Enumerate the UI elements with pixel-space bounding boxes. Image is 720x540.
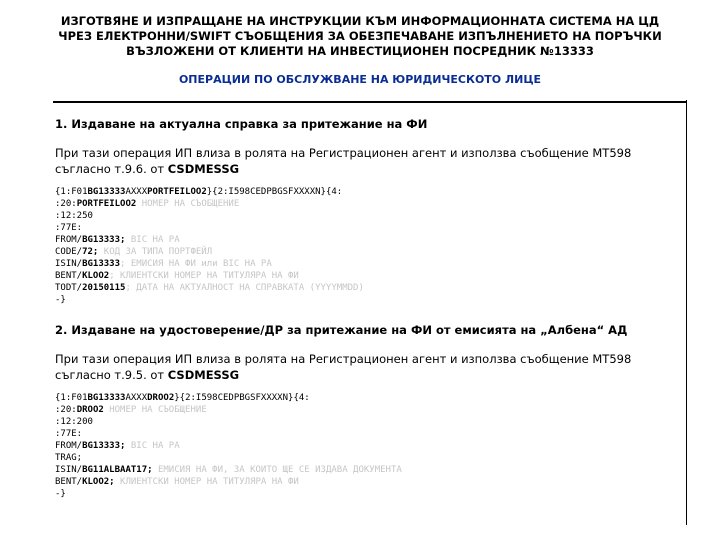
code-token: ISIN/: [55, 465, 83, 475]
code-token: FROM/: [55, 235, 83, 245]
code-token: BG13333: [82, 259, 121, 269]
code-token: }{2:I598CEDPBGSFXXXXN}{4:: [206, 187, 343, 197]
code-annotation: НОМЕР НА СЪОБЩЕНИЕ: [136, 199, 240, 209]
code-annotation: КОД ЗА ТИПА ПОРТФЕЙЛ: [98, 247, 213, 257]
code-annotation: BIC НА РА: [125, 235, 180, 245]
code-token: PORTFEILOO2: [147, 187, 207, 197]
header-line-1: ИЗГОТВЯНЕ И ИЗПРАЩАНЕ НА ИНСТРУКЦИИ КЪМ ИНФОРМАЦИОННАТА СИСТЕМА НА ЦД: [60, 14, 660, 28]
code-token: AXXX: [125, 187, 148, 197]
code-token: DROO2: [76, 405, 104, 415]
code-line: [55, 270, 680, 282]
code-annotation: ЕМИСИЯ НА ФИ, ЗА КОИТО ЩЕ СЕ ИЗДАВА ДОКУМЕНТА: [152, 465, 402, 475]
section-1-para-line-1: При тази операция ИП влиза в ролята на Регистрационен агент и използва съобщение МТ598: [55, 146, 632, 160]
code-token: {1:F01: [55, 393, 88, 403]
code-token: BENT/: [55, 477, 83, 487]
section-1-para-line-2: [55, 161, 680, 177]
code-token: KLOO2: [82, 271, 110, 281]
right-border-line: [686, 100, 687, 525]
code-line: :77E:: [55, 429, 83, 439]
section-2-paragraph: [55, 351, 680, 383]
code-line: [55, 476, 680, 488]
code-line: TRAG;: [55, 453, 83, 463]
csdmessg-ref: CSDMESSG: [167, 368, 240, 382]
code-token: BG13333;: [82, 235, 126, 245]
para-text: съгласно т.9.6. от: [55, 162, 168, 176]
section-subtitle: ОПЕРАЦИИ ПО ОБСЛУЖВАНЕ НА ЮРИДИЧЕСКОТО ЛИЦЕ: [178, 73, 542, 86]
section-2-message-code: [55, 392, 680, 500]
code-annotation: ; ЕМИСИЯ НА ФИ или BIC НА РА: [120, 259, 272, 269]
section-2-para-line-1: При тази операция ИП влиза в ролята на Регистрационен агент и използва съобщение МТ598: [55, 352, 632, 366]
section-1-title: 1. Издаване на актуална справка за притежание на ФИ: [55, 117, 428, 131]
code-token: CODE/: [55, 247, 83, 257]
code-line: :12:200: [55, 417, 93, 427]
section-2-para-line-2: [55, 367, 680, 383]
code-token: 72;: [82, 247, 99, 257]
section-1-paragraph: [55, 145, 680, 177]
code-token: :20:: [55, 199, 77, 209]
code-token: TODT/: [55, 283, 83, 293]
code-line: [55, 258, 680, 270]
code-line: :77E:: [55, 223, 83, 233]
code-line: -}: [55, 295, 66, 305]
code-token: BG11ALBAAT17;: [82, 465, 153, 475]
document-header: [0, 14, 720, 59]
header-line-3: ВЪЗЛОЖЕНИ ОТ КЛИЕНТИ НА ИНВЕСТИЦИОНЕН ПОСРЕДНИК №13333: [126, 44, 594, 58]
code-token: DROO2: [147, 393, 175, 403]
section-1: [55, 117, 680, 306]
code-token: BENT/: [55, 271, 83, 281]
top-divider: [53, 101, 687, 103]
code-token: KLOO2;: [82, 477, 115, 487]
code-token: PORTFEILOO2: [76, 199, 137, 209]
code-annotation: НОМЕР НА СЪОБЩЕНИЕ: [103, 405, 207, 415]
code-line: [55, 464, 680, 476]
code-line: [55, 282, 680, 294]
code-line: [55, 186, 680, 198]
code-token: {1:F01: [55, 187, 88, 197]
code-token: BG13333: [87, 187, 126, 197]
code-line: [55, 246, 680, 258]
code-line: -}: [55, 489, 66, 499]
code-line: [55, 404, 680, 416]
code-token: BG13333: [87, 393, 126, 403]
code-token: ISIN/: [55, 259, 83, 269]
section-1-message-code: [55, 186, 680, 306]
code-annotation: ; КЛИЕНТСКИ НОМЕР НА ТИТУЛЯРА НА ФИ: [109, 271, 299, 281]
csdmessg-ref: CSDMESSG: [167, 162, 240, 176]
header-line-2: ЧРЕЗ ЕЛЕКТРОННИ/SWIFT СЪОБЩЕНИЯ ЗА ОБЕЗПЕЧАВАНЕ ИЗПЪЛНЕНИЕТО НА ПОРЪЧКИ: [58, 29, 662, 43]
code-line: [55, 234, 680, 246]
code-annotation: КЛИЕНТСКИ НОМЕР НА ТИТУЛЯРА НА ФИ: [114, 477, 299, 487]
code-line: :12:250: [55, 211, 93, 221]
code-token: BG13333;: [82, 441, 126, 451]
section-2: [55, 323, 680, 500]
code-token: AXXX: [125, 393, 148, 403]
code-token: :20:: [55, 405, 77, 415]
code-token: 20150115: [82, 283, 126, 293]
code-annotation: ; ДАТА НА АКТУАЛНОСТ НА СПРАВКАТА (YYYYMMDD): [125, 283, 364, 293]
code-line: [55, 392, 680, 404]
section-2-title: 2. Издаване на удостоверение/ДР за притежание на ФИ от емисията на „Албена“ АД: [55, 323, 628, 337]
para-text: съгласно т.9.5. от: [55, 368, 168, 382]
code-token: FROM/: [55, 441, 83, 451]
document-body: [55, 117, 680, 500]
code-line: [55, 198, 680, 210]
code-annotation: BIC НА РА: [125, 441, 180, 451]
code-token: }{2:I598CEDPBGSFXXXXN}{4:: [174, 393, 310, 403]
code-line: [55, 440, 680, 452]
